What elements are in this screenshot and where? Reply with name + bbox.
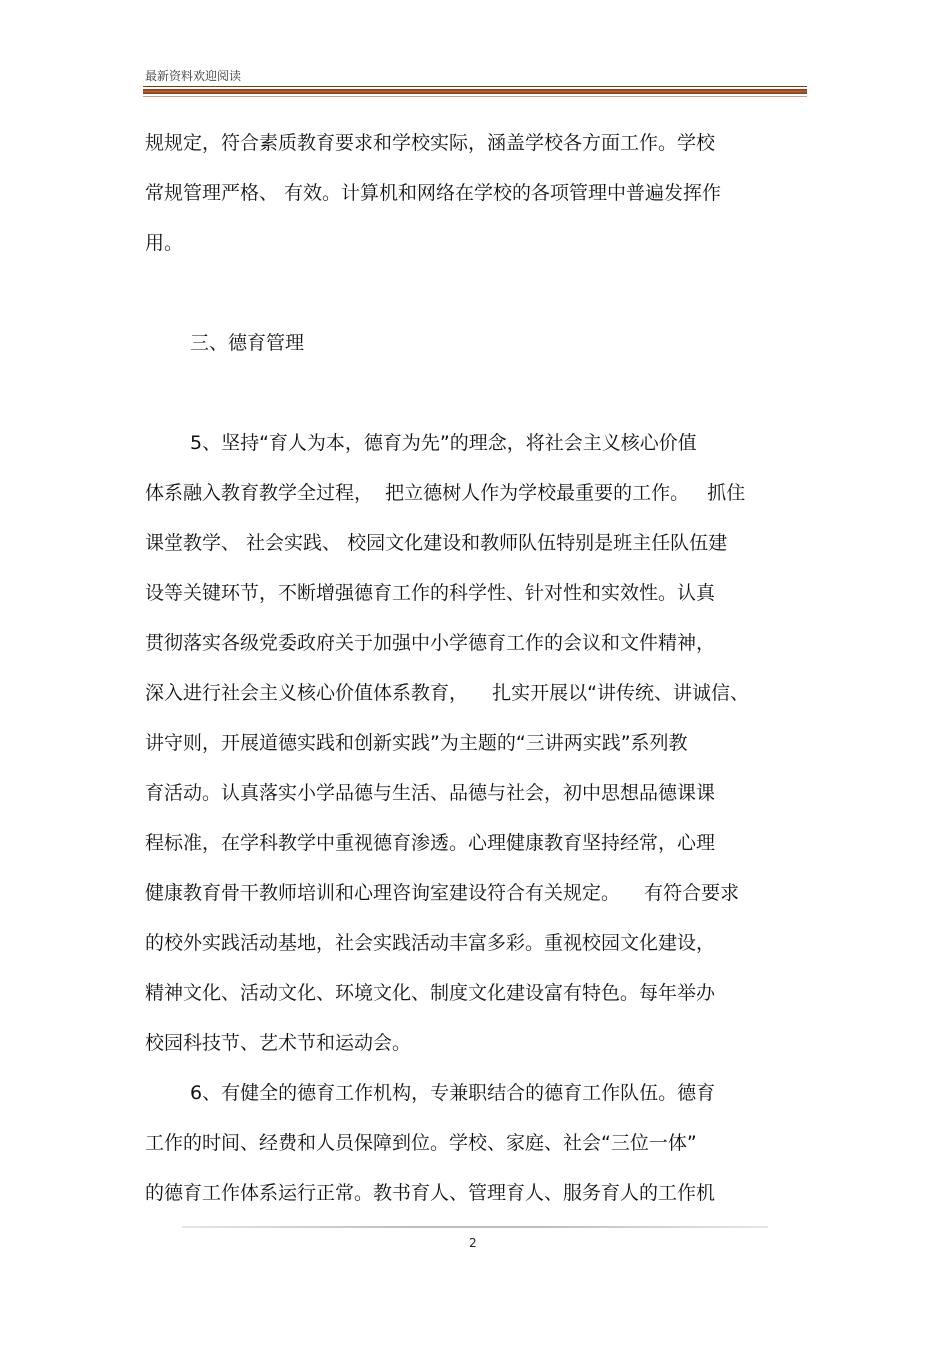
body-line-19: 工作的时间、经费和人员保障到位。学校、家庭、社会“三位一体” (145, 1132, 697, 1154)
body-line-12: 育活动。认真落实小学品德与生活、品德与社会，初中思想品德课课 (145, 782, 716, 804)
header-rule-thick (143, 89, 807, 94)
body-line-1: 规规定，符合素质教育要求和学校实际，涵盖学校各方面工作。学校 (145, 132, 716, 154)
body-line-8: 设等关键环节，不断增强德育工作的科学性、针对性和实效性。认真 (145, 582, 716, 604)
header-rule-thin (143, 86, 807, 87)
body-line-9: 贯彻落实各级党委政府关于加强中小学德育工作的会议和文件精神， (145, 632, 716, 654)
body-line-3: 用。 (145, 232, 184, 254)
body-line-14: 健康教育骨干教师培训和心理咨询室建设符合有关规定。 有符合要求 (145, 882, 740, 904)
body-line-11: 讲守则，开展道德实践和创新实践”为主题的“三讲两实践”系列教 (145, 732, 688, 754)
page-header-text: 最新资料欢迎阅读 (145, 69, 242, 83)
body-line-20: 的德育工作体系运行正常。教书育人、管理育人、服务育人的工作机 (145, 1182, 716, 1204)
body-line-16: 精神文化、活动文化、环境文化、制度文化建设富有特色。每年举办 (145, 982, 716, 1004)
body-line-15: 的校外实践活动基地，社会实践活动丰富多彩。重视校园文化建设， (145, 932, 716, 954)
footer-rule (182, 1226, 768, 1228)
body-line-10: 深入进行社会主义核心价值体系教育， 扎实开展以“讲传统、讲诚信、 (145, 682, 750, 704)
header-rule-under (143, 96, 807, 97)
page-number: 2 (469, 1236, 477, 1250)
body-line-5: 5、坚持“育人为本，德育为先”的理念，将社会主义核心价值 (190, 432, 697, 454)
body-line-2: 常规管理严格、 有效。计算机和网络在学校的各项管理中普遍发挥作 (145, 182, 722, 204)
body-line-17: 校园科技节、艺术节和运动会。 (145, 1032, 412, 1054)
body-line-18: 6、有健全的德育工作机构，专兼职结合的德育工作队伍。德育 (190, 1082, 716, 1104)
body-line-6: 体系融入教育教学全过程， 把立德树人作为学校最重要的工作。 抓住 (145, 482, 746, 504)
body-line-13: 程标准，在学科教学中重视德育渗透。心理健康教育坚持经常，心理 (145, 832, 716, 854)
section-heading: 三、德育管理 (190, 332, 305, 354)
body-line-7: 课堂教学、 社会实践、 校园文化建设和教师队伍特别是班主任队伍建 (145, 532, 728, 554)
